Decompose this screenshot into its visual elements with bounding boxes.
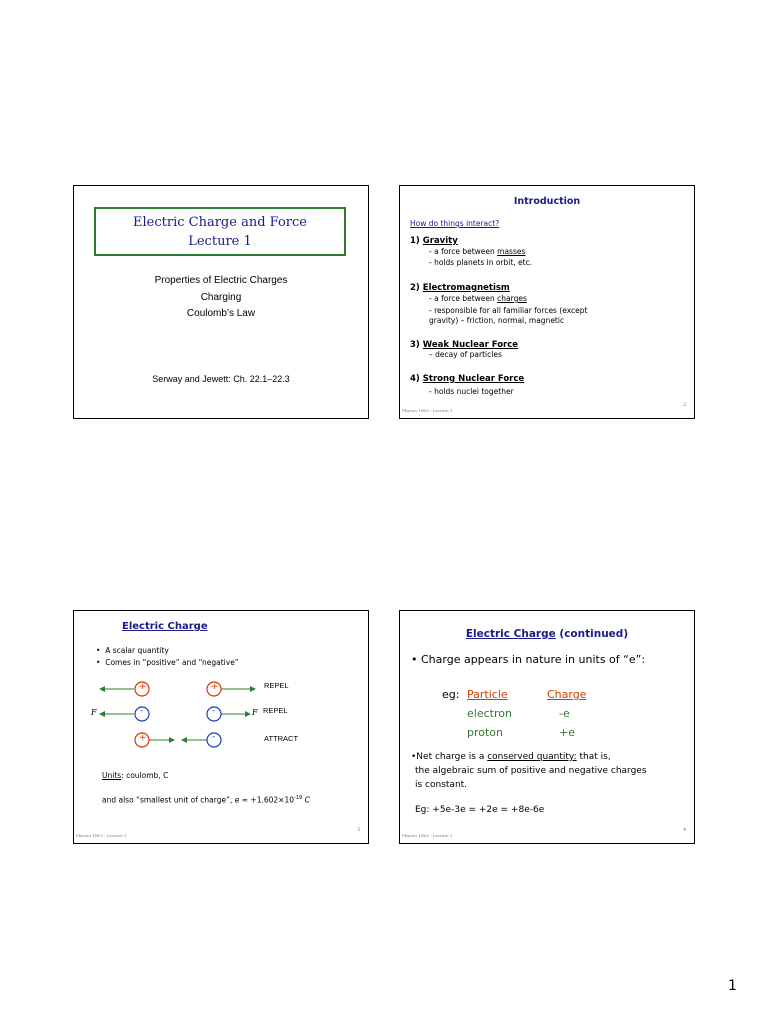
page-number: 1 (728, 978, 737, 994)
column-particle: Particle (467, 688, 508, 701)
eg-label: eg: (442, 688, 460, 701)
force-gravity: 1) Gravity (410, 236, 458, 246)
gravity-sub-1: - a force between masses (429, 247, 526, 256)
charge-proton: +e (559, 726, 575, 739)
plus-sign: + (211, 682, 219, 692)
charge-electron: -e (559, 707, 570, 720)
smallest-unit-line: and also “smallest unit of charge”, $e \approx +1.602\times 10^{-19}$ C (102, 795, 310, 805)
force-strong-nuclear: 4) Strong Nuclear Force (410, 374, 525, 384)
slide-3-footer: Physics 1B03 - Lecture 1 (76, 833, 127, 838)
slide-3 (73, 610, 369, 844)
units-point: • Charge appears in nature in units of “e”: (411, 653, 646, 666)
bullet-positive-negative: • Comes in “positive” and “negative” (96, 658, 239, 667)
slide-3-page-number: 3 (357, 827, 361, 833)
question: How do things interact? (410, 219, 500, 228)
reference: Serway and Jewett: Ch. 22.1–22.3 (152, 374, 290, 384)
slide-4-page-number: 4 (683, 827, 687, 833)
slide-2-footer: Physics 1B03 - Lecture 1 (402, 408, 453, 413)
strong-sub-1: - holds nuclei together (429, 387, 514, 396)
minus-sign: - (140, 706, 144, 716)
label-repel-1: REPEL (264, 681, 289, 690)
bullet-scalar: • A scalar quantity (96, 646, 169, 655)
net-charge-line-2: the algebraic sum of positive and negative charges (415, 766, 647, 776)
slide-2 (399, 185, 695, 419)
particle-proton: proton (467, 726, 504, 739)
weak-sub-1: – decay of particles (429, 350, 502, 359)
force-electromagnetism: 2) Electromagnetism (410, 283, 510, 293)
em-sub-2: - responsible for all familiar forces (except (429, 306, 588, 315)
example-equation: Eg: +5e-3e = +2e = +8e-6e (415, 805, 545, 815)
force-weak-nuclear: 3) Weak Nuclear Force (410, 340, 519, 350)
force-label-left: F (91, 708, 97, 717)
minus-sign: - (212, 732, 216, 742)
slide-1-subtitle: Lecture 1 (188, 234, 252, 249)
net-charge-line-1: •Net charge is a conserved quantity: that is, (411, 752, 611, 762)
em-sub-1: - a force between charges (429, 294, 527, 303)
slide-3-title: Electric Charge (122, 621, 208, 632)
topic-coulombs-law: Coulomb’s Law (186, 308, 256, 319)
minus-sign: - (212, 706, 216, 716)
force-label-right: F (252, 708, 258, 717)
particle-electron: electron (467, 707, 512, 720)
label-repel-2: REPEL (263, 706, 288, 715)
slide-1-title: Electric Charge and Force (133, 215, 307, 230)
plus-sign: + (139, 682, 147, 692)
units-line: Units: coulomb, C (102, 771, 169, 780)
topic-charging: Charging (200, 292, 242, 303)
slide-4 (399, 610, 695, 844)
gravity-sub-2: - holds planets in orbit, etc. (429, 258, 533, 267)
label-attract: ATTRACT (264, 734, 299, 743)
em-sub-3: gravity) – friction, normal, magnetic (429, 316, 565, 325)
slide-1-title-box (94, 207, 346, 256)
net-charge-line-3: is constant. (415, 780, 468, 790)
slide-2-page-number: 2 (683, 402, 687, 408)
topic-properties: Properties of Electric Charges (154, 275, 288, 286)
slide-4-title: Electric Charge (continued) (465, 628, 629, 640)
slide-4-footer: Physics 1B03 - Lecture 1 (402, 833, 453, 838)
slide-2-title: Introduction (513, 196, 581, 207)
charge-diagram (74, 611, 368, 771)
slide-1 (73, 185, 369, 419)
plus-sign: + (139, 733, 147, 743)
column-charge: Charge (547, 688, 587, 701)
